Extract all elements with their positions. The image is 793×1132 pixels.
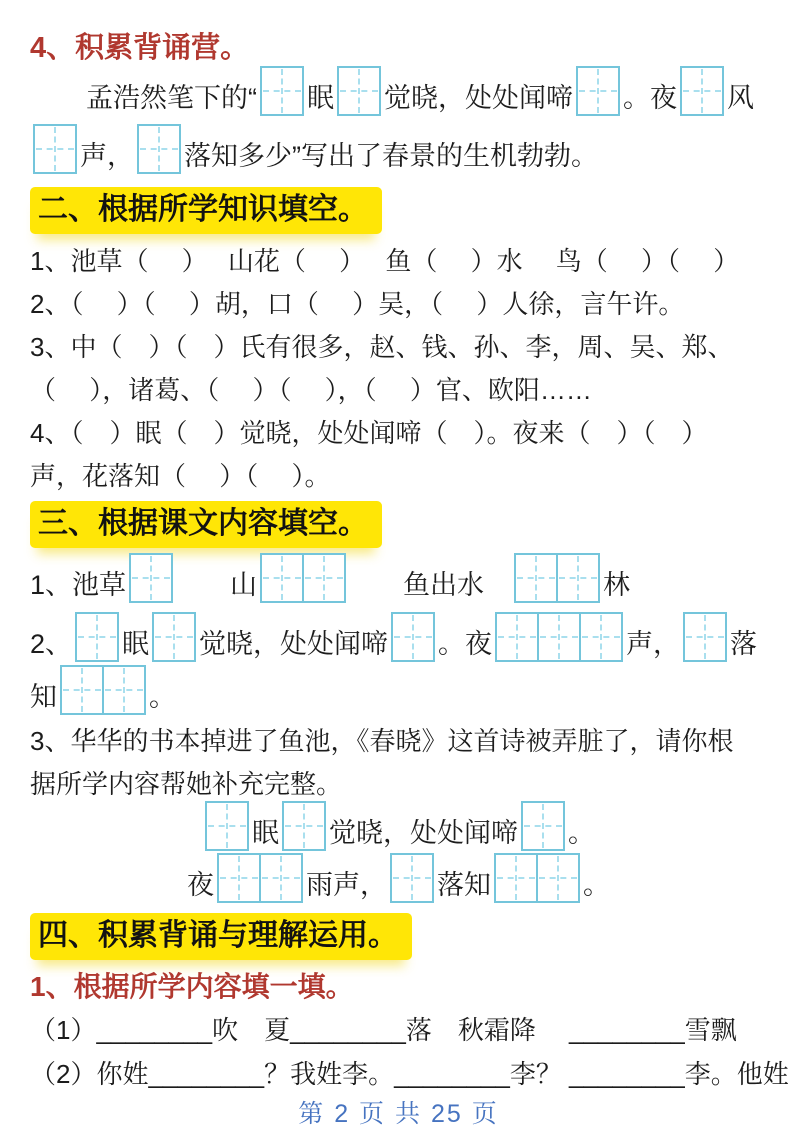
poem-chunxiao-line-2 <box>30 856 767 908</box>
character-grid-box <box>129 553 173 603</box>
character-grid-box <box>537 612 581 662</box>
character-grid-group <box>390 853 434 903</box>
page-footer: 第 2 页 共 25 页 <box>298 1100 499 1128</box>
character-grid-box <box>137 124 181 174</box>
section-heading-badge: 三、根据课文内容填空。 <box>30 501 382 548</box>
character-grid-box <box>217 853 261 903</box>
character-grid-box <box>260 553 304 603</box>
line-text: 4、（ ）眠（ ）觉晓，处处闻啼（ ）。夜来（ ）（ ） <box>30 418 708 448</box>
character-grid-group <box>521 801 565 851</box>
text-segment: 。 <box>568 817 595 848</box>
character-grid-group <box>337 66 381 116</box>
text-segment: 眠 <box>252 817 279 848</box>
text-segment: 落 <box>730 628 758 659</box>
text-segment: 孟浩然笔下的“ <box>86 82 257 113</box>
section-4-blank-line-1 <box>30 1006 767 1050</box>
line-text: 3、中（ ）（ ）氏有很多，赵、钱、孙、李，周、吴、郑、 <box>30 332 734 362</box>
character-grid-group <box>576 66 620 116</box>
section-4-item-1-heading <box>30 964 767 1006</box>
section-3-heading <box>30 497 767 551</box>
section-3-item-3b <box>30 761 767 804</box>
character-grid-box <box>579 612 623 662</box>
text-segment: 山 <box>176 569 258 600</box>
worksheet-body <box>30 24 789 1094</box>
character-grid-group <box>494 853 580 903</box>
character-grid-group <box>495 612 623 662</box>
section-4-heading <box>30 909 767 963</box>
line-text: 1、根据所学内容填一填。 <box>30 971 354 1002</box>
line-text: 3、华华的书本掉进了鱼池，《春晓》这首诗被弄脏了，请你根 <box>30 726 734 756</box>
line-text: （1）________吹 夏________落 秋霜降 ________雪飘 <box>30 1014 737 1045</box>
character-grid-box <box>683 612 727 662</box>
character-grid-box <box>75 612 119 662</box>
section-2-item-1 <box>30 238 767 281</box>
character-grid-box <box>260 66 304 116</box>
text-segment: 林 <box>603 569 631 600</box>
line-text: （2）你姓________？我姓李。________李？ ________李。他姓 <box>30 1058 789 1089</box>
character-grid-box <box>390 853 434 903</box>
poem-fill-line-2 <box>30 124 767 182</box>
character-grid-box <box>576 66 620 116</box>
character-grid-box <box>536 853 580 903</box>
character-grid-box <box>205 801 249 851</box>
line-text: 据所学内容帮她补充完整。 <box>30 769 343 799</box>
character-grid-box <box>514 553 558 603</box>
section-3-item-2b <box>30 670 767 718</box>
text-segment: 雨声， <box>306 869 387 900</box>
character-grid-group <box>260 553 346 603</box>
character-grid-box <box>282 801 326 851</box>
section-3-item-3a <box>30 718 767 761</box>
character-grid-box <box>494 853 538 903</box>
section-2-item-3b <box>30 367 767 410</box>
line-text: 4、积累背诵营。 <box>30 31 250 64</box>
character-grid-group <box>514 553 600 603</box>
character-grid-group <box>282 801 326 851</box>
character-grid-group <box>60 665 146 715</box>
character-grid-group <box>391 612 435 662</box>
section-2-item-4b <box>30 453 767 496</box>
section-heading-badge: 二、根据所学知识填空。 <box>30 187 382 234</box>
character-grid-box <box>391 612 435 662</box>
character-grid-box <box>152 612 196 662</box>
character-grid-box <box>60 665 104 715</box>
text-segment: 觉晓，处处闻啼 <box>384 82 573 113</box>
character-grid-group <box>205 801 249 851</box>
section-2-item-2 <box>30 281 767 324</box>
section-3-item-2a <box>30 612 767 670</box>
text-segment: 。 <box>149 681 176 712</box>
section-2-heading <box>30 183 767 237</box>
character-grid-box <box>259 853 303 903</box>
character-grid-box <box>521 801 565 851</box>
text-segment: 知 <box>30 681 57 712</box>
character-grid-group <box>260 66 304 116</box>
character-grid-group <box>683 612 727 662</box>
section-2-item-3a <box>30 324 767 367</box>
character-grid-group <box>217 853 303 903</box>
item-4-heading <box>30 24 767 66</box>
line-text: 声，花落知（ ）（ ）。 <box>30 461 331 491</box>
character-grid-box <box>556 553 600 603</box>
text-segment: 觉晓，处处闻啼 <box>329 817 518 848</box>
text-segment: 落知 <box>437 869 491 900</box>
text-segment: 声， <box>626 628 681 659</box>
text-segment: 落知多少”写出了春景的生机勃勃。 <box>184 140 598 171</box>
character-grid-box <box>33 124 77 174</box>
section-heading-badge: 四、积累背诵与理解运用。 <box>30 913 412 960</box>
character-grid-box <box>680 66 724 116</box>
text-segment: 。 <box>583 869 610 900</box>
character-grid-group <box>75 612 119 662</box>
section-4-blank-line-2 <box>30 1050 789 1094</box>
line-text: （ ），诸葛、（ ）（ ），（ ）官、欧阳…… <box>30 375 592 405</box>
text-segment: 眠 <box>307 82 334 113</box>
character-grid-box <box>102 665 146 715</box>
character-grid-box <box>337 66 381 116</box>
text-segment: 风 <box>727 82 754 113</box>
character-grid-group <box>137 124 181 174</box>
text-segment: 声， <box>80 140 134 171</box>
text-segment: 鱼出水 <box>349 569 512 600</box>
character-grid-box <box>495 612 539 662</box>
poem-chunxiao-line-1 <box>30 804 767 856</box>
character-grid-group <box>152 612 196 662</box>
text-segment: 夜 <box>187 869 214 900</box>
section-2-item-4a <box>30 410 767 453</box>
text-segment: 。夜 <box>438 628 493 659</box>
line-text: 2、（ ）（ ）胡，口（ ）吴，（ ）人徐，言午许。 <box>30 289 685 319</box>
character-grid-group <box>33 124 77 174</box>
line-text: 1、池草（ ） 山花（ ） 鱼（ ）水 鸟（ ）（ ） <box>30 246 740 276</box>
text-segment: 2、 <box>30 628 73 659</box>
character-grid-group <box>129 553 173 603</box>
poem-fill-line-1 <box>30 66 767 124</box>
section-3-item-1 <box>30 552 767 612</box>
character-grid-box <box>302 553 346 603</box>
character-grid-group <box>680 66 724 116</box>
text-segment: 1、池草 <box>30 569 127 600</box>
text-segment: 觉晓，处处闻啼 <box>199 628 389 659</box>
text-segment: 眠 <box>122 628 150 659</box>
text-segment: 。夜 <box>623 82 677 113</box>
